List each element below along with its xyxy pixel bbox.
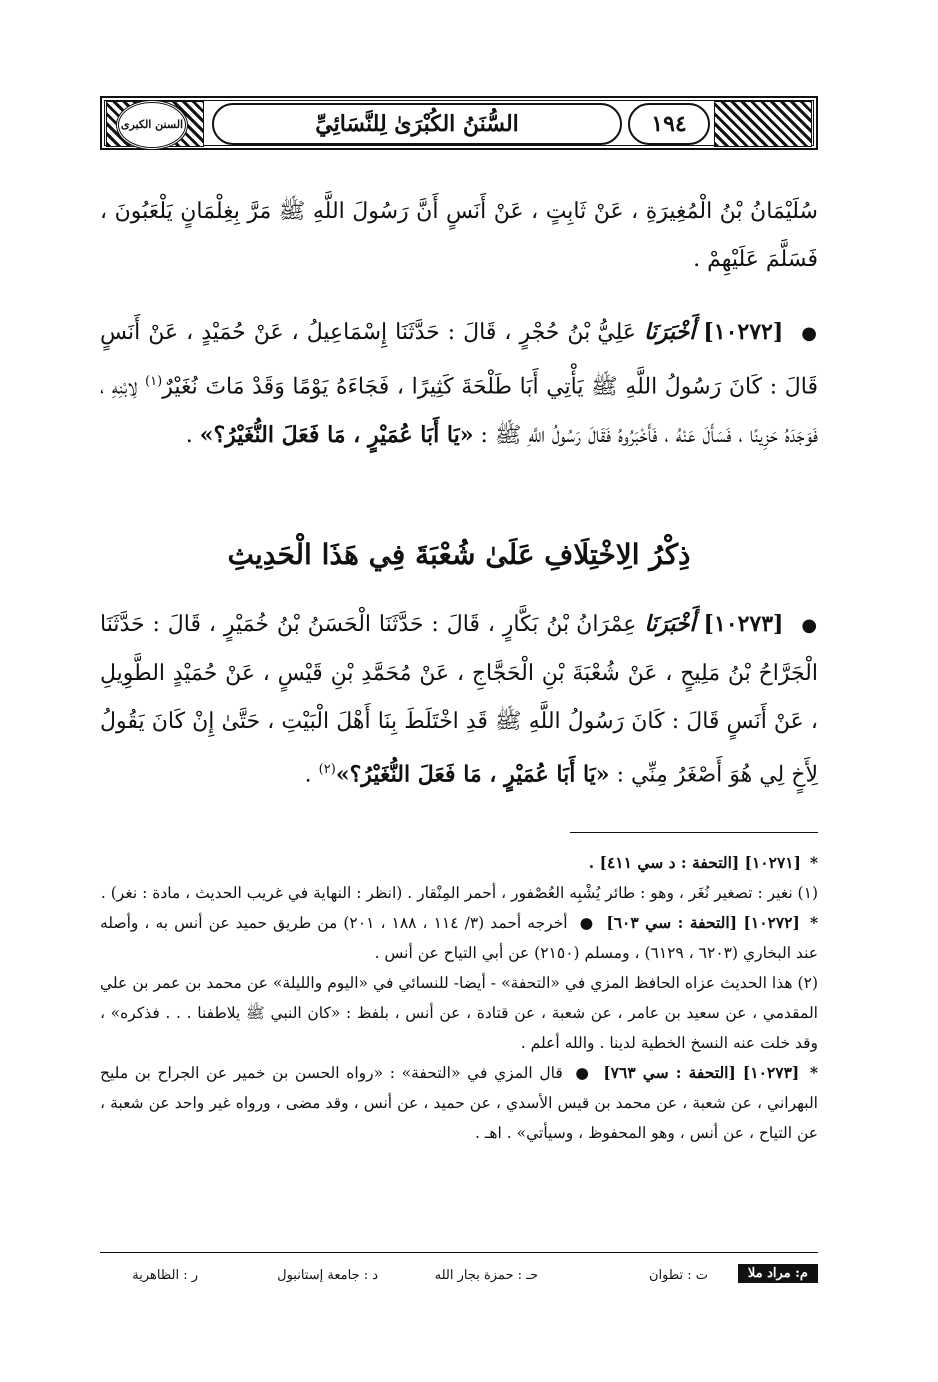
hadith-text-continued: لِابْنِهِ ، فَوَجَدَهُ حَزِينًا ، فَسَأَلَ عَنْهُ ، فَأَخْبَرُوهُ فَقَالَ رَسُولُ اللَّهِ ﷺ : (100, 374, 818, 449)
hadith-quote: «يَا أَبَا عُمَيْرٍ ، مَا فَعَلَ النُّغَيْرُ؟» (199, 422, 474, 449)
paragraph-continuation (100, 188, 818, 284)
hadith-end: . (185, 423, 200, 449)
footnote-separator (570, 832, 818, 833)
footnotes (100, 848, 818, 1148)
bullet-icon: ● (801, 615, 818, 636)
note-head: [١٠٢٧٢] [التحفة : سي ٦٠٣] (606, 913, 800, 932)
hadith-end: . (304, 762, 319, 788)
book-title: السُّنَنُ الكُبْرَىٰ لِلنَّسَائِيِّ (212, 103, 622, 145)
footnote-marker: (٢) (318, 762, 336, 777)
akhbarana-label: أَخْبَرَنَا (644, 319, 696, 345)
siglum-h: حـ : حمزة بجار الله (434, 1268, 538, 1283)
note-1 (100, 878, 818, 908)
section-heading: ذِكْرُ الِاخْتِلَافِ عَلَىٰ شُعْبَةَ فِي هَذَا الْحَدِيثِ (227, 538, 691, 571)
page-header (100, 96, 818, 150)
hadith-number: [١٠٢٧٢] (703, 319, 784, 345)
hadith-10272 (100, 308, 818, 460)
bullet-icon: ● (575, 1064, 591, 1082)
page-number: ١٩٤ (628, 103, 710, 145)
note-text: (٢) هذا الحديث عزاه الحافظ المزي في «التحفة» - أيضا- للنسائي في «اليوم والليلة» عن محمد بن عمر بن علي المقدمي ، عن سعيد بن عامر ، عن شعبة ، عن قتادة ، عن أنس ، بلفظ : «كان النبي ﷺ يلاطفنا . . . فذكره» ، وقد خلت عنه النسخ الخطية لدينا . والله أعلم . (100, 974, 818, 1052)
hadith-quote: «يَا أَبَا عُمَيْرٍ ، مَا فَعَلَ النُّغَيْرُ؟» (335, 761, 610, 788)
akhbarana-label: أَخْبَرَنَا (644, 611, 696, 637)
hadith-10273 (100, 600, 818, 799)
footnote-marker: (١) (145, 374, 163, 389)
book-medallion: السنن الكبرى (116, 100, 188, 150)
paragraph-text: سُلَيْمَانُ بْنُ الْمُغِيرَةِ ، عَنْ ثَابِتٍ ، عَنْ أَنَسٍ أَنَّ رَسُولَ اللَّهِ ﷺ مَرَّ بِغِلْمَانٍ يَلْعَبُونَ ، فَسَلَّمَ عَلَيْهِمْ . (100, 199, 818, 272)
hadith-text: عَلِيُّ بْنُ حُجْرٍ ، قَالَ : حَدَّثَنَا إِسْمَاعِيلُ ، عَنْ حُمَيْدٍ ، عَنْ أَنَسٍ قَالَ : كَانَ رَسُولُ اللَّهِ ﷺ يَأْتِي أَبَا طَلْحَةَ كَثِيرًا ، فَجَاءَهُ يَوْمًا وَقَدْ مَاتَ نُغَيْرٌ (100, 320, 819, 400)
footer-separator (100, 1252, 818, 1253)
note-2 (100, 968, 818, 1058)
bullet-icon: ● (579, 914, 595, 932)
siglum-m: م: مراد ملا (738, 1264, 818, 1283)
siglum-r: ر : الظاهرية (132, 1268, 198, 1283)
star-icon: * (809, 1063, 819, 1082)
note-text: أخرجه أحمد (٣/ ١١٤ ، ١٨٨ ، ٢٠١) من طريق حميد عن أنس به ، وأصله عند البخاري (٦٢٠٣ ، ٦١٢٩) ، ومسلم (٢١٥٠) عن أبي التياح عن أنس . (100, 914, 818, 962)
note-text: قال المزي في «التحفة» : «رواه الحسن بن خمير عن الجراح بن مليح البهراني ، عن شعبة ، عن محمد بن قيس الأسدي ، عن حميد ، عن أنس ، وقد مضى ، ورواه غير واحد عن شعبة ، عن التياح ، عن أنس ، وهو المحفوظ ، وسيأتي» . اهـ . (100, 1064, 818, 1142)
manuscript-sigla (100, 1264, 818, 1290)
star-icon: * (809, 913, 819, 932)
ornament-right (714, 101, 812, 147)
bullet-icon: ● (801, 323, 818, 344)
note-head: [١٠٢٧٣] [التحفة : سي ٧٦٣] (603, 1063, 800, 1082)
note-10271 (100, 848, 818, 878)
note-text: (١) نغير : تصغير نُغَر ، وهو : طائر يُشْبِه العُصْفور ، أحمر المِنْقار . (انظر : النهاية في غريب الحديث ، مادة : نغر) . (100, 884, 818, 902)
note-10273 (100, 1058, 818, 1148)
siglum-d: د : جامعة إستانبول (277, 1268, 378, 1283)
star-icon: * (809, 853, 818, 872)
note-text: [١٠٢٧١] [التحفة : د سي ٤١١] . (588, 853, 801, 872)
hadith-number: [١٠٢٧٣] (703, 611, 784, 637)
hadith-text: عِمْرَانُ بْنُ بَكَّارٍ ، قَالَ : حَدَّثَنَا الْحَسَنُ بْنُ خُمَيْرٍ ، قَالَ : حَدَّثَنَا الْجَرَّاحُ بْنُ مَلِيحٍ ، عَنْ شُعْبَةَ بْنِ الْحَجَّاجِ ، عَنْ مُحَمَّدِ بْنِ قَيْسٍ ، عَنْ حُمَيْدٍ الطَّوِيلِ ، عَنْ أَنَسٍ قَالَ : كَانَ رَسُولُ اللَّهِ ﷺ قَدِ اخْتَلَطَ بِنَا أَهْلَ الْبَيْتِ ، حَتَّىٰ إِنْ كَانَ يَقُولُ لِأَخٍ لِي هُوَ أَصْغَرُ مِنِّي : (100, 612, 818, 788)
note-10272 (100, 908, 818, 968)
siglum-t: ت : تطوان (648, 1268, 708, 1283)
